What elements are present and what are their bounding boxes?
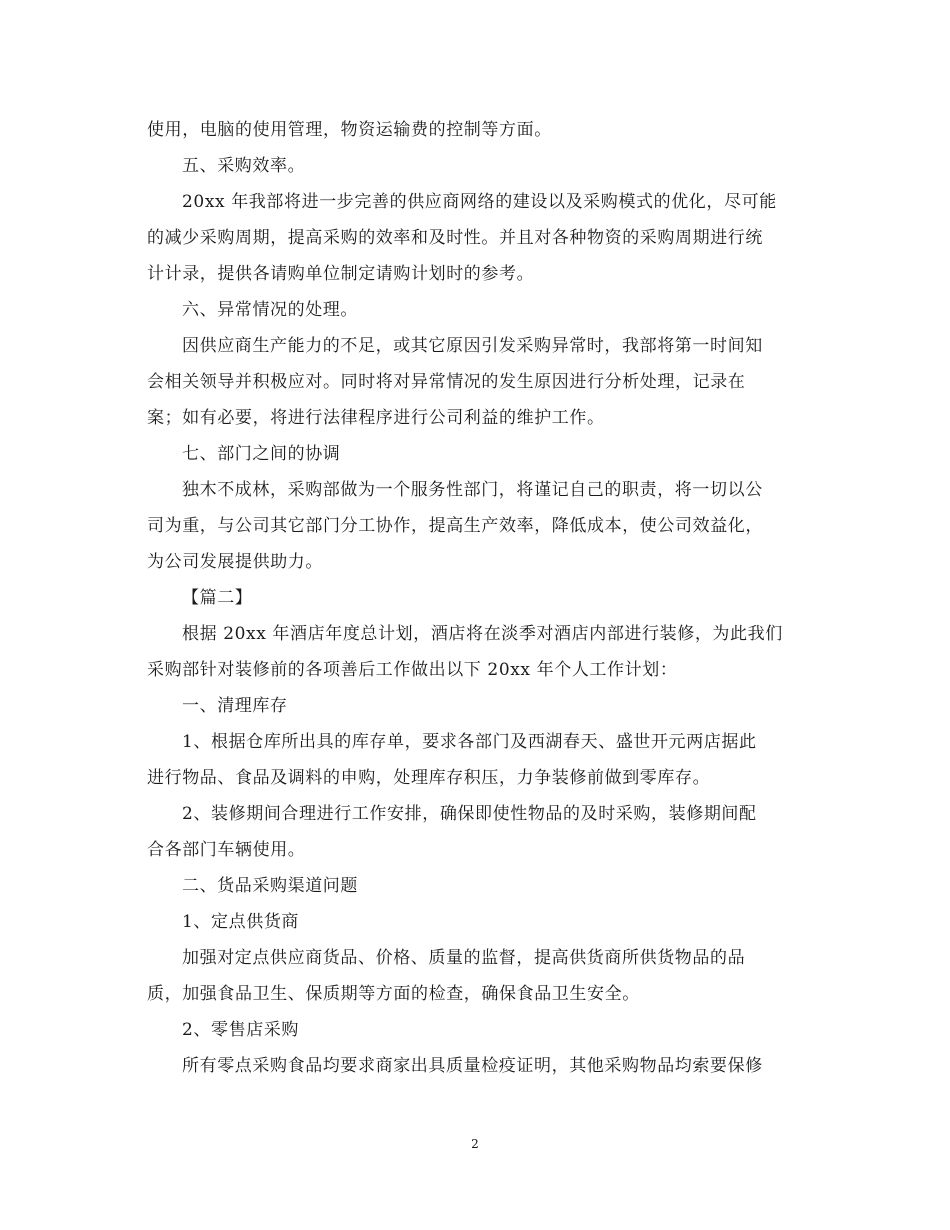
text-line: 会相关领导并积极应对。同时将对异常情况的发生原因进行分析处理，记录在 [147,372,746,392]
text-line: 计计录，提供各请购单位制定请购计划时的参考。 [147,264,535,284]
part-heading: 【篇二】 [182,588,253,608]
text-line: 合各部门车辆使用。 [147,840,306,860]
text-line: 为公司发展提供助力。 [147,552,323,572]
text-line: 使用，电脑的使用管理，物资运输费的控制等方面。 [147,120,552,140]
paragraph-line: 独木不成林，采购部做为一个服务性部门，将谨记自己的职责，将一切以公 [182,480,763,500]
paragraph-line: 因供应商生产能力的不足，或其它原因引发采购异常时，我部将第一时间知 [182,336,763,356]
page-number: 2 [471,1137,479,1151]
text-line: 司为重，与公司其它部门分工协作，提高生产效率，降低成本，使公司效益化， [147,516,763,536]
paragraph-line: 20xx 年我部将进一步完善的供应商网络的建设以及采购模式的优化，尽可能 [182,192,777,212]
paragraph-line: 根据 20xx 年酒店年度总计划，酒店将在淡季对酒店内部进行装修，为此我们 [182,624,783,644]
paragraph-line: 所有零点采购食品均要求商家出具质量检疫证明，其他采购物品均索要保修 [182,1056,763,1076]
paragraph-line: 1、根据仓库所出具的库存单，要求各部门及西湖春天、盛世开元两店据此 [182,732,757,752]
subsection-heading: 1、定点供货商 [182,912,300,932]
section-heading: 七、部门之间的协调 [182,444,341,464]
paragraph-line: 2、装修期间合理进行工作安排，确保即使性物品的及时采购，装修期间配 [182,804,757,824]
text-line: 进行物品、食品及调料的申购，处理库存积压，力争装修前做到零库存。 [147,768,711,788]
text-line: 采购部针对装修前的各项善后工作做出以下 20xx 年个人工作计划： [147,660,678,680]
subsection-heading: 2、零售店采购 [182,1020,300,1040]
section-heading: 五、采购效率。 [182,156,306,176]
paragraph-line: 加强对定点供应商货品、价格、质量的监督，提高供货商所供货物品的品 [182,948,746,968]
text-line: 的减少采购周期，提高采购的效率和及时性。并且对各种物资的采购周期进行统 [147,228,763,248]
text-line: 案；如有必要，将进行法律程序进行公司利益的维护工作。 [147,408,605,428]
text-line: 质，加强食品卫生、保质期等方面的检查，确保食品卫生安全。 [147,984,640,1004]
section-heading: 二、货品采购渠道问题 [182,876,358,896]
section-heading: 六、异常情况的处理。 [182,300,358,320]
section-heading: 一、清理库存 [182,696,288,716]
document-body [147,112,807,1084]
